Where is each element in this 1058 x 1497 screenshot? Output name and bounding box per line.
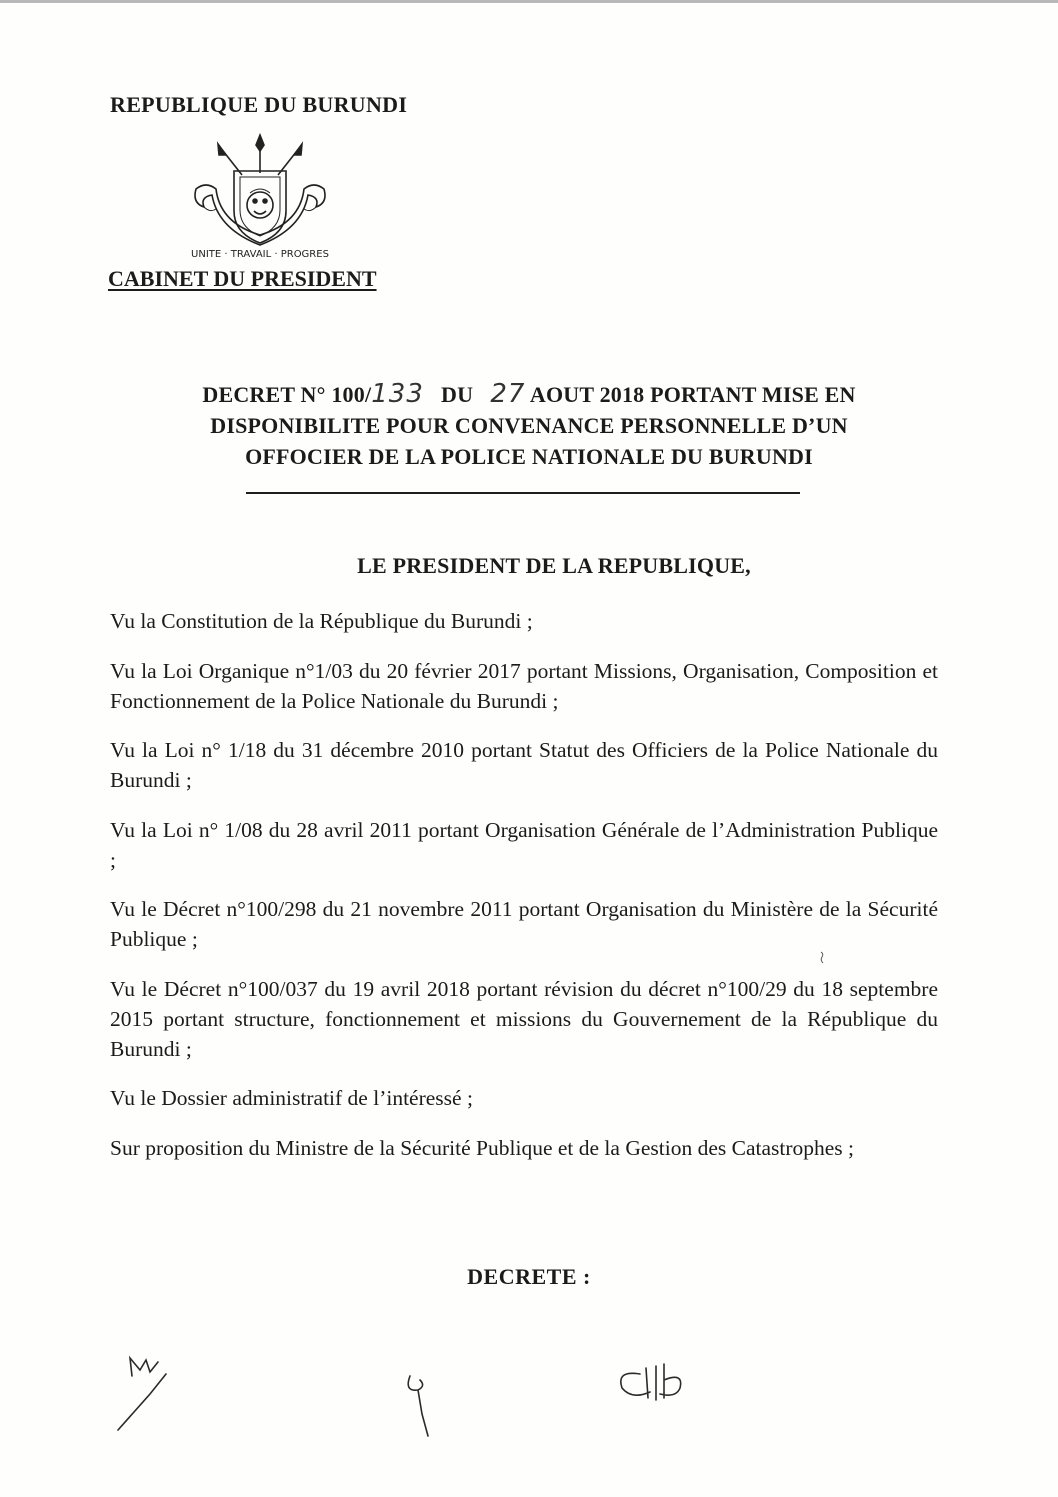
- considerations-list: [110, 606, 938, 1182]
- consideration-constitution: Vu la Constitution de la République du Burundi ;: [110, 609, 533, 633]
- consideration-proposition: Sur proposition du Ministre de la Sécurité Publique et de la Gestion des Catastrophes ;: [110, 1135, 855, 1160]
- office-heading: CABINET DU PRESIDENT: [108, 266, 377, 291]
- initial-mark-1: [130, 1358, 158, 1376]
- country-heading: REPUBLIQUE DU BURUNDI: [110, 92, 408, 117]
- emblem-motto: UNITE · TRAVAIL · PROGRES: [191, 249, 329, 260]
- initial-mark-3-strokes: [646, 1364, 681, 1400]
- handwritten-day: 27: [490, 379, 526, 409]
- consideration-decret-ministere: Vu le Décret n°100/298 du 21 novembre 2011 portant Organisation du Ministère de la Sécurité Publique ;: [110, 897, 938, 951]
- initial-mark-1-stroke: [118, 1374, 166, 1430]
- decrete-heading: DECRETE :: [467, 1264, 591, 1289]
- handwritten-initials: [0, 1340, 1058, 1460]
- consideration-loi-statut: Vu la Loi n° 1/18 du 31 décembre 2010 portant Statut des Officiers de la Police Nationale du Burundi ;: [110, 738, 938, 792]
- consideration-loi-administration: Vu la Loi n° 1/08 du 28 avril 2011 portant Organisation Générale de l’Administration Publique ;: [110, 817, 938, 872]
- decree-title-line-2: DISPONIBILITE POUR CONVENANCE PERSONNELLE D’UN: [210, 413, 848, 438]
- initial-mark-2: [408, 1376, 428, 1436]
- scan-speck: [818, 951, 826, 965]
- scan-edge-line: [0, 0, 1058, 3]
- decree-number-prefix: DECRET N° 100/: [202, 382, 372, 407]
- decree-title-line-1: [100, 379, 958, 410]
- decree-title-line-1-rest: AOUT 2018 PORTANT MISE EN: [529, 382, 856, 407]
- consideration-decret-gouvernement: Vu le Décret n°100/037 du 19 avril 2018 portant révision du décret n°100/29 du 18 septembre 2015 portant structure, fonctionnement et missions du Gouvernement de la République du Burundi ;: [110, 976, 938, 1061]
- title-separator-rule: [246, 492, 800, 494]
- consideration-loi-organique: Vu la Loi Organique n°1/03 du 20 février 2017 portant Missions, Organisation, Composition et Fonctionnement de la Police Nationale du Burundi ;: [110, 658, 938, 713]
- initial-mark-3-c: [621, 1373, 650, 1395]
- president-heading: LE PRESIDENT DE LA REPUBLIQUE,: [357, 553, 751, 578]
- consideration-dossier: Vu le Dossier administratif de l’intéressé ;: [110, 1086, 473, 1110]
- decree-title: [100, 379, 958, 472]
- coat-of-arms-emblem: [190, 133, 330, 265]
- decree-title-line-3: OFFOCIER DE LA POLICE NATIONALE DU BURUNDI: [245, 444, 813, 469]
- decree-du: DU: [441, 382, 474, 407]
- handwritten-decree-number: 133: [371, 379, 424, 409]
